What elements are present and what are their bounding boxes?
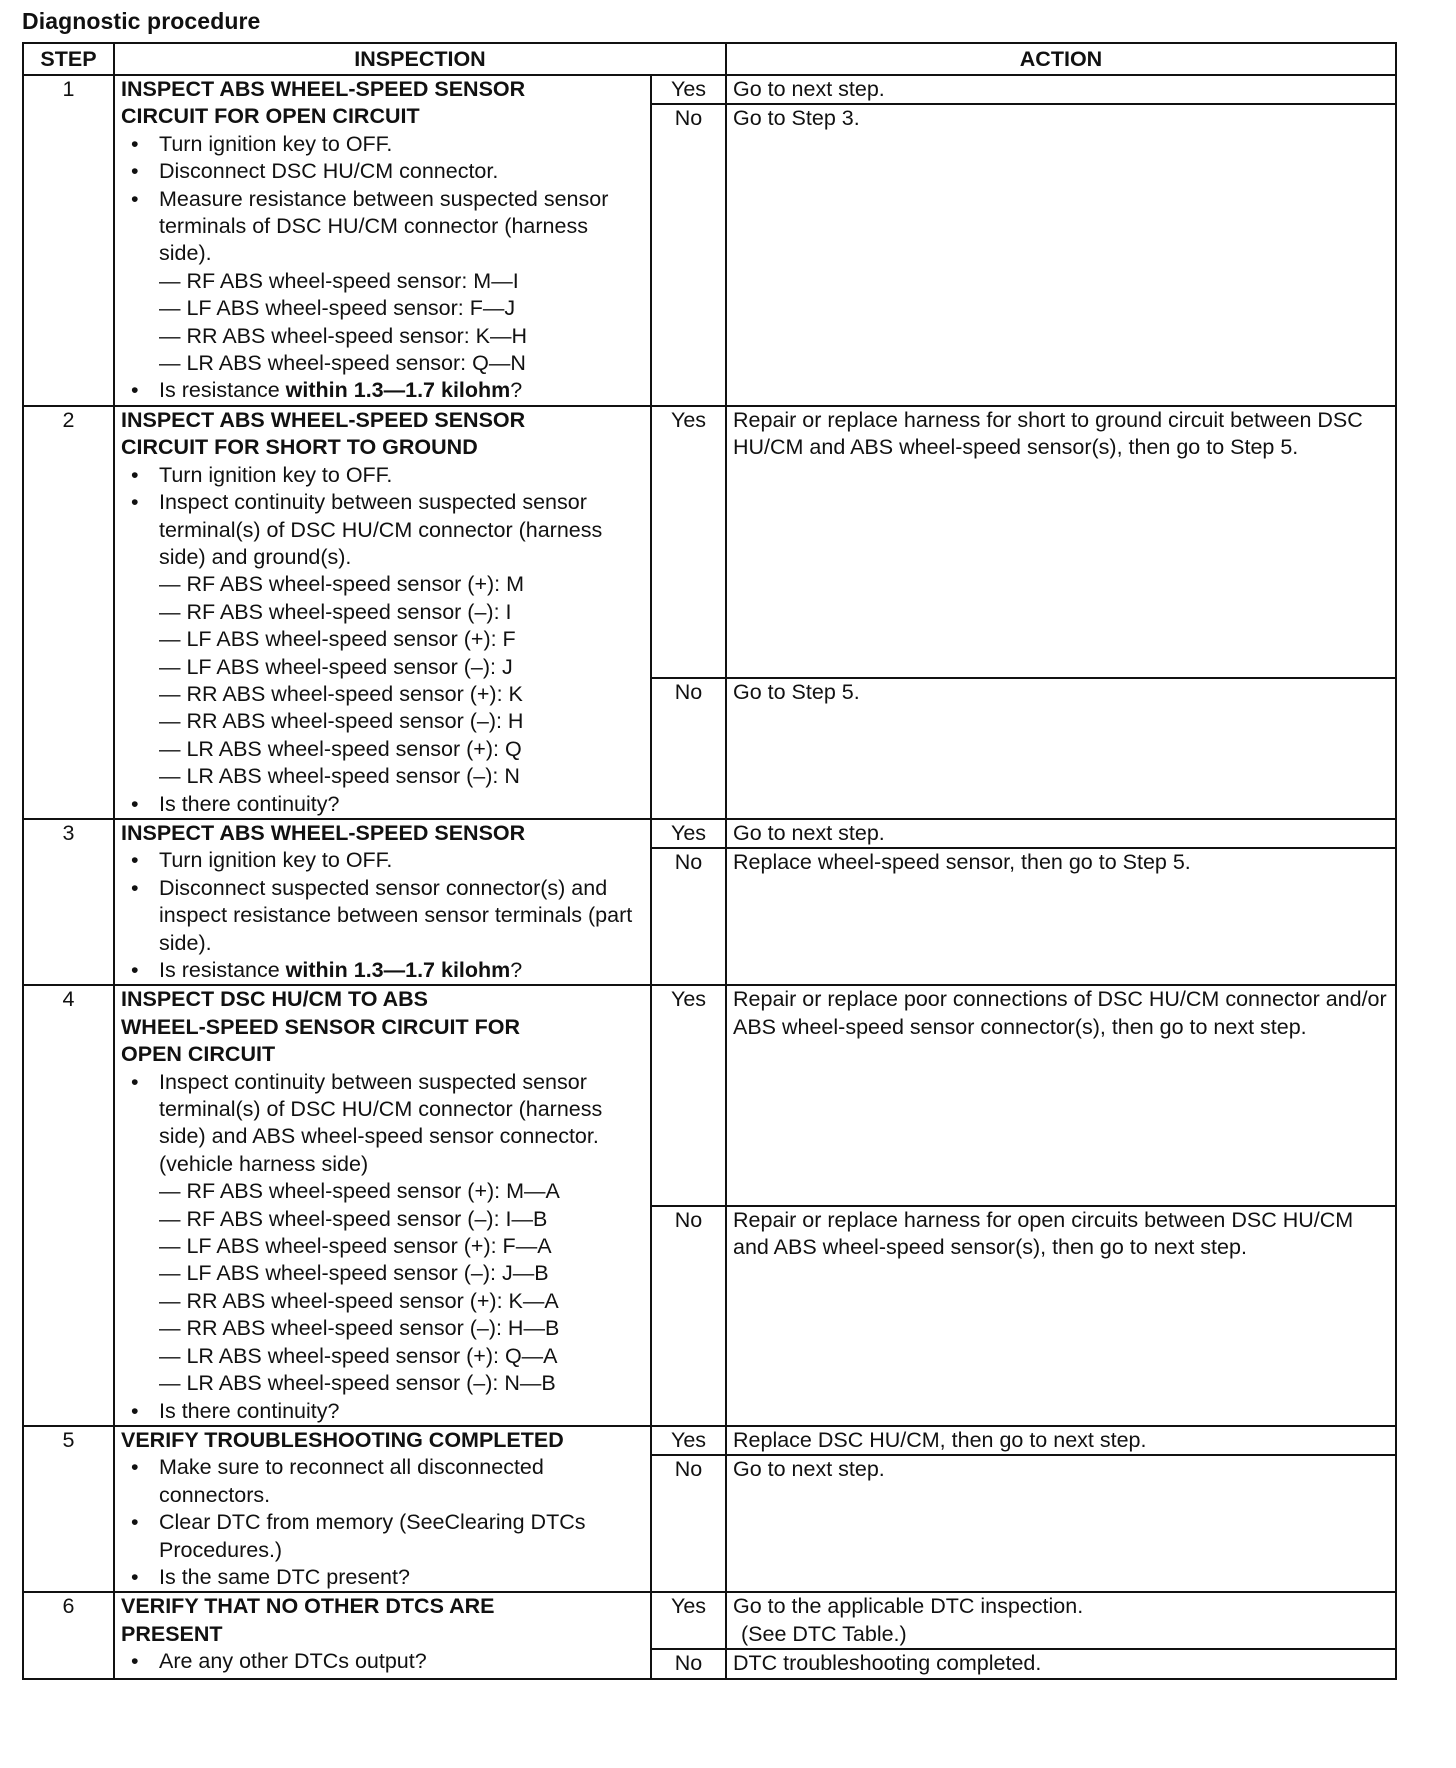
dash-item: — LR ABS wheel-speed sensor (+): Q [159,736,522,761]
bullet-text: Is resistance [159,378,286,403]
yes-label: Yes [651,406,726,678]
step-heading: INSPECT ABS WHEEL-SPEED SENSOR [121,407,526,432]
no-label: No [651,1455,726,1592]
bullet-text: Is resistance [159,958,286,982]
step-inspection [114,75,651,406]
step-heading: CIRCUIT FOR SHORT TO GROUND [121,435,478,460]
yes-action: Go to next step. [726,75,1396,104]
bullet-item: • Make sure to reconnect all disconnected connectors. [121,1454,644,1509]
dash-item: — RF ABS wheel-speed sensor (–): I [159,599,512,624]
yes-action [726,1592,1396,1649]
bullet-item: • Clear DTC from memory (SeeClearing DTCs Procedures.) [121,1509,644,1564]
yes-action: Go to next step. [726,819,1396,848]
bullet-bold-text: within 1.3—1.7 kilohm [285,958,511,982]
step-4-yes-row [23,985,1396,1205]
step-number: 6 [23,1592,114,1678]
dash-item: — RF ABS wheel-speed sensor (+): M—A [159,1179,560,1204]
no-action: Repair or replace harness for open circuits between DSC HU/CM and ABS wheel-speed sensor(s), then go to next step. [726,1206,1396,1426]
yes-label: Yes [651,1592,726,1649]
step-5-yes-row [23,1426,1396,1455]
yes-action: Replace DSC HU/CM, then go to next step. [726,1426,1396,1455]
dash-item: — RR ABS wheel-speed sensor (–): H [159,709,524,734]
step-3-yes-row [23,819,1396,848]
yes-action: Repair or replace poor connections of DSC HU/CM connector and/or ABS wheel-speed sensor connector(s), then go to next step. [726,985,1396,1205]
bullet-item: • Turn ignition key to OFF. [121,462,644,489]
diagnostic-table [22,42,1397,1680]
step-heading: INSPECT ABS WHEEL-SPEED SENSOR [121,77,526,101]
step-inspection [114,819,651,985]
step-number: 4 [23,985,114,1426]
bullet-item: • Measure resistance between suspected sensor terminals of DSC HU/CM connector (harness side). [121,186,644,268]
no-label: No [651,1649,726,1678]
step-inspection [114,406,651,819]
bullet-item: • Disconnect DSC HU/CM connector. [121,158,644,185]
step-heading: WHEEL-SPEED SENSOR CIRCUIT FOR [121,1014,520,1039]
step-number: 2 [23,406,114,819]
dash-item: — LR ABS wheel-speed sensor (–): N [159,764,520,789]
dash-item: — RF ABS wheel-speed sensor (–): I—B [159,1206,548,1231]
bullet-item: • Inspect continuity between suspected sensor terminal(s) of DSC HU/CM connector (harness side) and ABS wheel-speed sensor connector. (vehicle harness side) [121,1069,644,1179]
dash-item: — LF ABS wheel-speed sensor (+): F [159,627,516,652]
no-label: No [651,678,726,819]
step-heading: OPEN CIRCUIT [121,1042,276,1067]
step-inspection [114,985,651,1426]
table-header-row [23,43,1396,75]
no-action: Go to Step 3. [726,104,1396,405]
dash-item: — RF ABS wheel-speed sensor: M—I [159,268,519,293]
yes-action: Repair or replace harness for short to ground circuit between DSC HU/CM and ABS wheel-speed sensor(s), then go to Step 5. [726,406,1396,678]
yes-label: Yes [651,1426,726,1455]
dash-item: — RR ABS wheel-speed sensor (–): H—B [159,1316,560,1341]
dash-item: — LR ABS wheel-speed sensor (–): N—B [159,1371,556,1396]
step-6-yes-row [23,1592,1396,1649]
bullet-item: • Turn ignition key to OFF. [121,847,644,874]
dash-item: — RR ABS wheel-speed sensor (+): K—A [159,1288,559,1313]
dash-item: — LF ABS wheel-speed sensor (–): J [159,654,513,679]
bullet-item: • Disconnect suspected sensor connector(s) and inspect resistance between sensor terminals (part side). [121,875,644,957]
step-number: 5 [23,1426,114,1592]
bullet-item: • Is there continuity? [121,791,644,818]
bullet-item: • Is there continuity? [121,1398,644,1425]
step-number: 1 [23,75,114,406]
bullet-item: • Inspect continuity between suspected sensor terminal(s) of DSC HU/CM connector (harness side) and ground(s). [121,489,644,571]
header-step: STEP [23,43,114,75]
no-label: No [651,848,726,985]
dash-item: — RR ABS wheel-speed sensor: K—H [159,323,528,348]
no-action: DTC troubleshooting completed. [726,1649,1396,1678]
yes-label: Yes [651,819,726,848]
step-inspection [114,1592,651,1678]
dash-item: — LF ABS wheel-speed sensor (+): F—A [159,1234,552,1259]
step-heading: INSPECT ABS WHEEL-SPEED SENSOR [121,820,526,845]
no-action: Replace wheel-speed sensor, then go to Step 5. [726,848,1396,985]
no-action: Go to next step. [726,1455,1396,1592]
step-heading: CIRCUIT FOR OPEN CIRCUIT [121,104,420,129]
header-action: ACTION [726,43,1396,75]
bullet-item [121,957,644,984]
yes-label: Yes [651,985,726,1205]
dash-item: — LF ABS wheel-speed sensor: F—J [159,296,516,321]
bullet-item: • Are any other DTCs output? [121,1648,644,1675]
step-1-yes-row [23,75,1396,104]
bullet-item [121,377,644,404]
header-inspection: INSPECTION [114,43,726,75]
no-label: No [651,1206,726,1426]
bullet-item: • Turn ignition key to OFF. [121,131,644,158]
dash-item: — RR ABS wheel-speed sensor (+): K [159,681,523,706]
bullet-text: ? [510,958,523,982]
yes-action-line: Go to the applicable DTC inspection. [733,1594,1084,1619]
dash-item: — LR ABS wheel-speed sensor (+): Q—A [159,1343,558,1368]
step-heading: INSPECT DSC HU/CM TO ABS [121,987,428,1012]
bullet-text: ? [510,378,523,403]
step-number: 3 [23,819,114,985]
step-heading: PRESENT [121,1621,223,1646]
dash-item: — LF ABS wheel-speed sensor (–): J—B [159,1261,549,1286]
bullet-bold-text: within 1.3—1.7 kilohm [285,378,511,403]
step-heading: VERIFY TROUBLESHOOTING COMPLETED [121,1427,564,1452]
step-heading: VERIFY THAT NO OTHER DTCS ARE [121,1594,495,1619]
no-label: No [651,104,726,405]
bullet-item: • Is the same DTC present? [121,1564,644,1591]
yes-label: Yes [651,75,726,104]
no-action: Go to Step 5. [726,678,1396,819]
dash-item: — LR ABS wheel-speed sensor: Q—N [159,351,526,376]
yes-action-line: (See DTC Table.) [741,1621,907,1646]
step-inspection [114,1426,651,1592]
dash-item: — RF ABS wheel-speed sensor (+): M [159,572,525,597]
page-title: Diagnostic procedure [22,8,261,34]
step-2-yes-row [23,406,1396,678]
